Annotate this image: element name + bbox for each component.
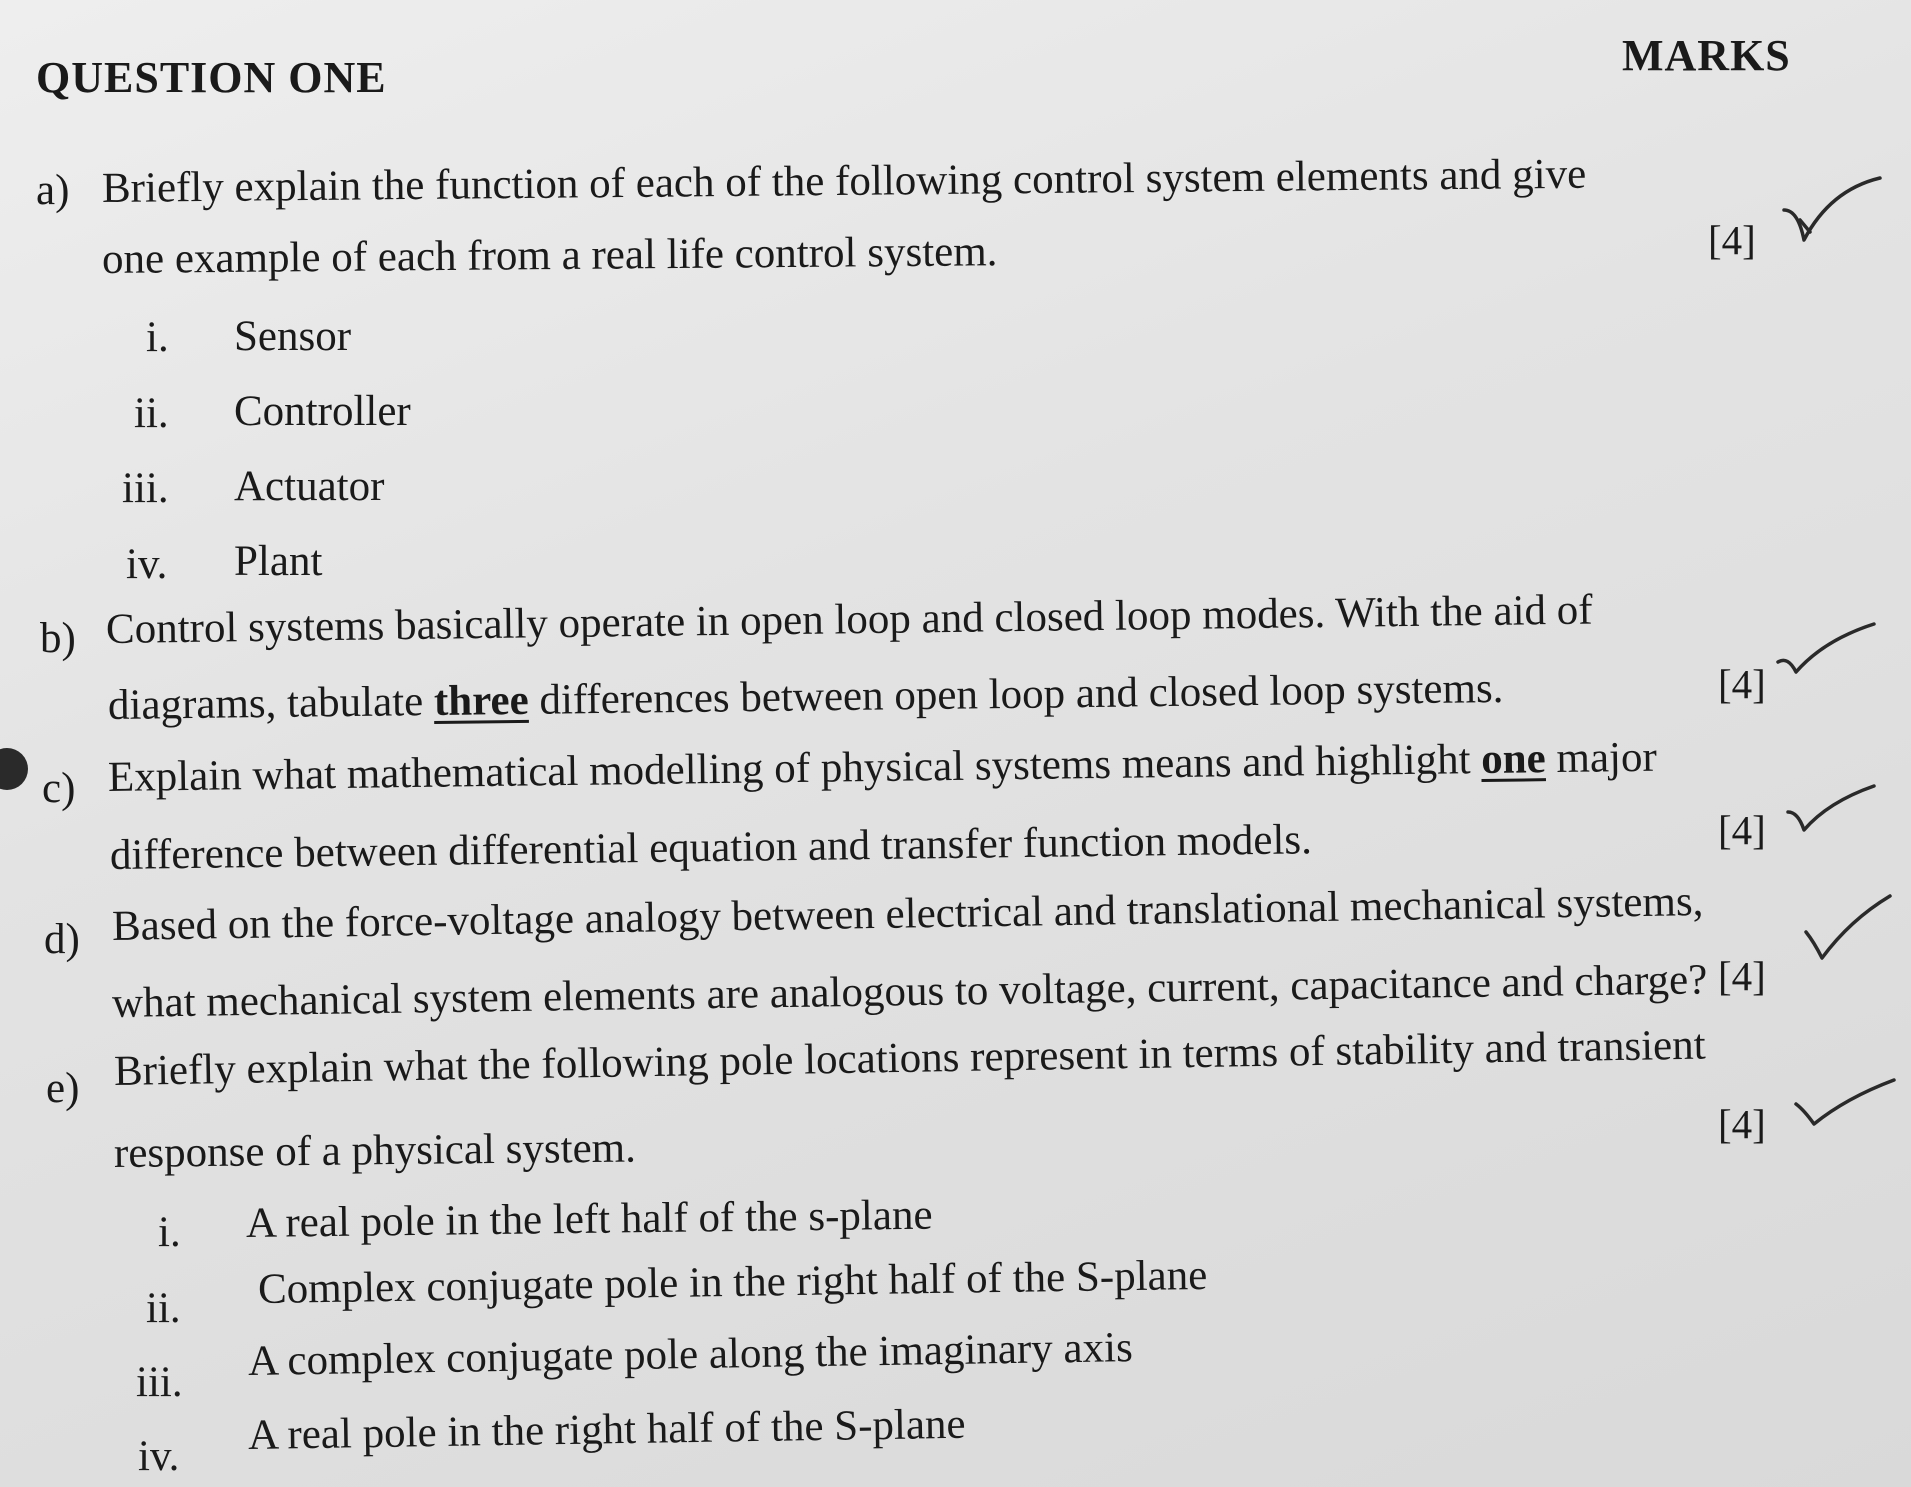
part-c-letter: c) <box>42 765 76 812</box>
question-title: QUESTION ONE <box>36 53 387 102</box>
part-a-item-2-num: ii. <box>134 390 169 437</box>
part-c-line2: difference between differential equation and transfer function models. <box>109 816 1313 879</box>
ink-blot <box>0 748 28 790</box>
part-a-item-4-num: iv. <box>126 541 168 588</box>
part-b-letter: b) <box>40 615 76 662</box>
part-a-item-2-text: Controller <box>234 388 411 435</box>
part-a-item-3-num: iii. <box>122 465 169 512</box>
part-e-item-4-text: A real pole in the right half of the S-plane <box>247 1400 966 1459</box>
part-e-item-3-num: iii. <box>136 1359 183 1406</box>
part-e-line2: response of a physical system. <box>113 1124 637 1177</box>
part-d-line1: Based on the force-voltage analogy between electrical and translational mechanical systems, <box>111 878 1704 950</box>
part-b-line2-pre: diagrams, tabulate <box>107 678 435 729</box>
part-a-item-4-text: Plant <box>234 538 323 585</box>
part-a-letter: a) <box>36 167 70 214</box>
part-a-item-3-text: Actuator <box>234 463 385 510</box>
part-a-item-1-num: i. <box>146 314 169 361</box>
part-c-line1-pre: Explain what mathematical modelling of physical systems means and highlight <box>107 736 1482 801</box>
checkmark-icon <box>1790 1074 1900 1134</box>
part-a-line2: one example of each from a real life control system. <box>101 228 998 283</box>
part-b-emphasis: three <box>433 676 529 726</box>
part-b-line1: Control systems basically operate in open loop and closed loop modes. With the aid of <box>105 586 1593 653</box>
part-a-marks: [4] <box>1708 217 1756 263</box>
part-b-marks: [4] <box>1718 661 1766 707</box>
part-e-item-2-num: ii. <box>146 1285 181 1332</box>
part-d-line2: what mechanical system elements are analogous to voltage, current, capacitance and charge? <box>111 956 1708 1027</box>
part-e-item-3-text: A complex conjugate pole along the imaginary axis <box>247 1324 1134 1385</box>
part-e-item-1-text: A real pole in the left half of the s-plane <box>245 1191 933 1247</box>
checkmark-icon <box>1784 782 1884 852</box>
part-e-item-1-num: i. <box>158 1209 181 1256</box>
part-b-line2-post: differences between open loop and closed loop systems. <box>528 664 1504 724</box>
part-b-line2 <box>108 665 1504 729</box>
part-e-letter: e) <box>46 1065 80 1112</box>
checkmark-icon <box>1800 890 1900 990</box>
part-c-line1 <box>108 734 1657 802</box>
part-c-marks: [4] <box>1718 807 1766 853</box>
part-c-emphasis: one <box>1480 735 1547 784</box>
part-e-marks: [4] <box>1718 1101 1766 1147</box>
part-e-item-2-text: Complex conjugate pole in the right half of the S-plane <box>257 1251 1208 1313</box>
marks-heading: MARKS <box>1622 31 1791 80</box>
part-e-line1: Briefly explain what the following pole locations represent in terms of stability and transient <box>113 1021 1706 1095</box>
checkmark-icon <box>1774 620 1884 690</box>
part-a-item-1-text: Sensor <box>234 313 352 360</box>
part-d-letter: d) <box>44 916 80 963</box>
part-d-marks: [4] <box>1718 953 1766 999</box>
part-a-line1: Briefly explain the function of each of the following control system elements and give <box>101 150 1587 212</box>
checkmark-icon <box>1780 170 1890 250</box>
part-e-item-4-num: iv. <box>138 1433 180 1480</box>
part-c-line1-post: major <box>1545 733 1658 783</box>
